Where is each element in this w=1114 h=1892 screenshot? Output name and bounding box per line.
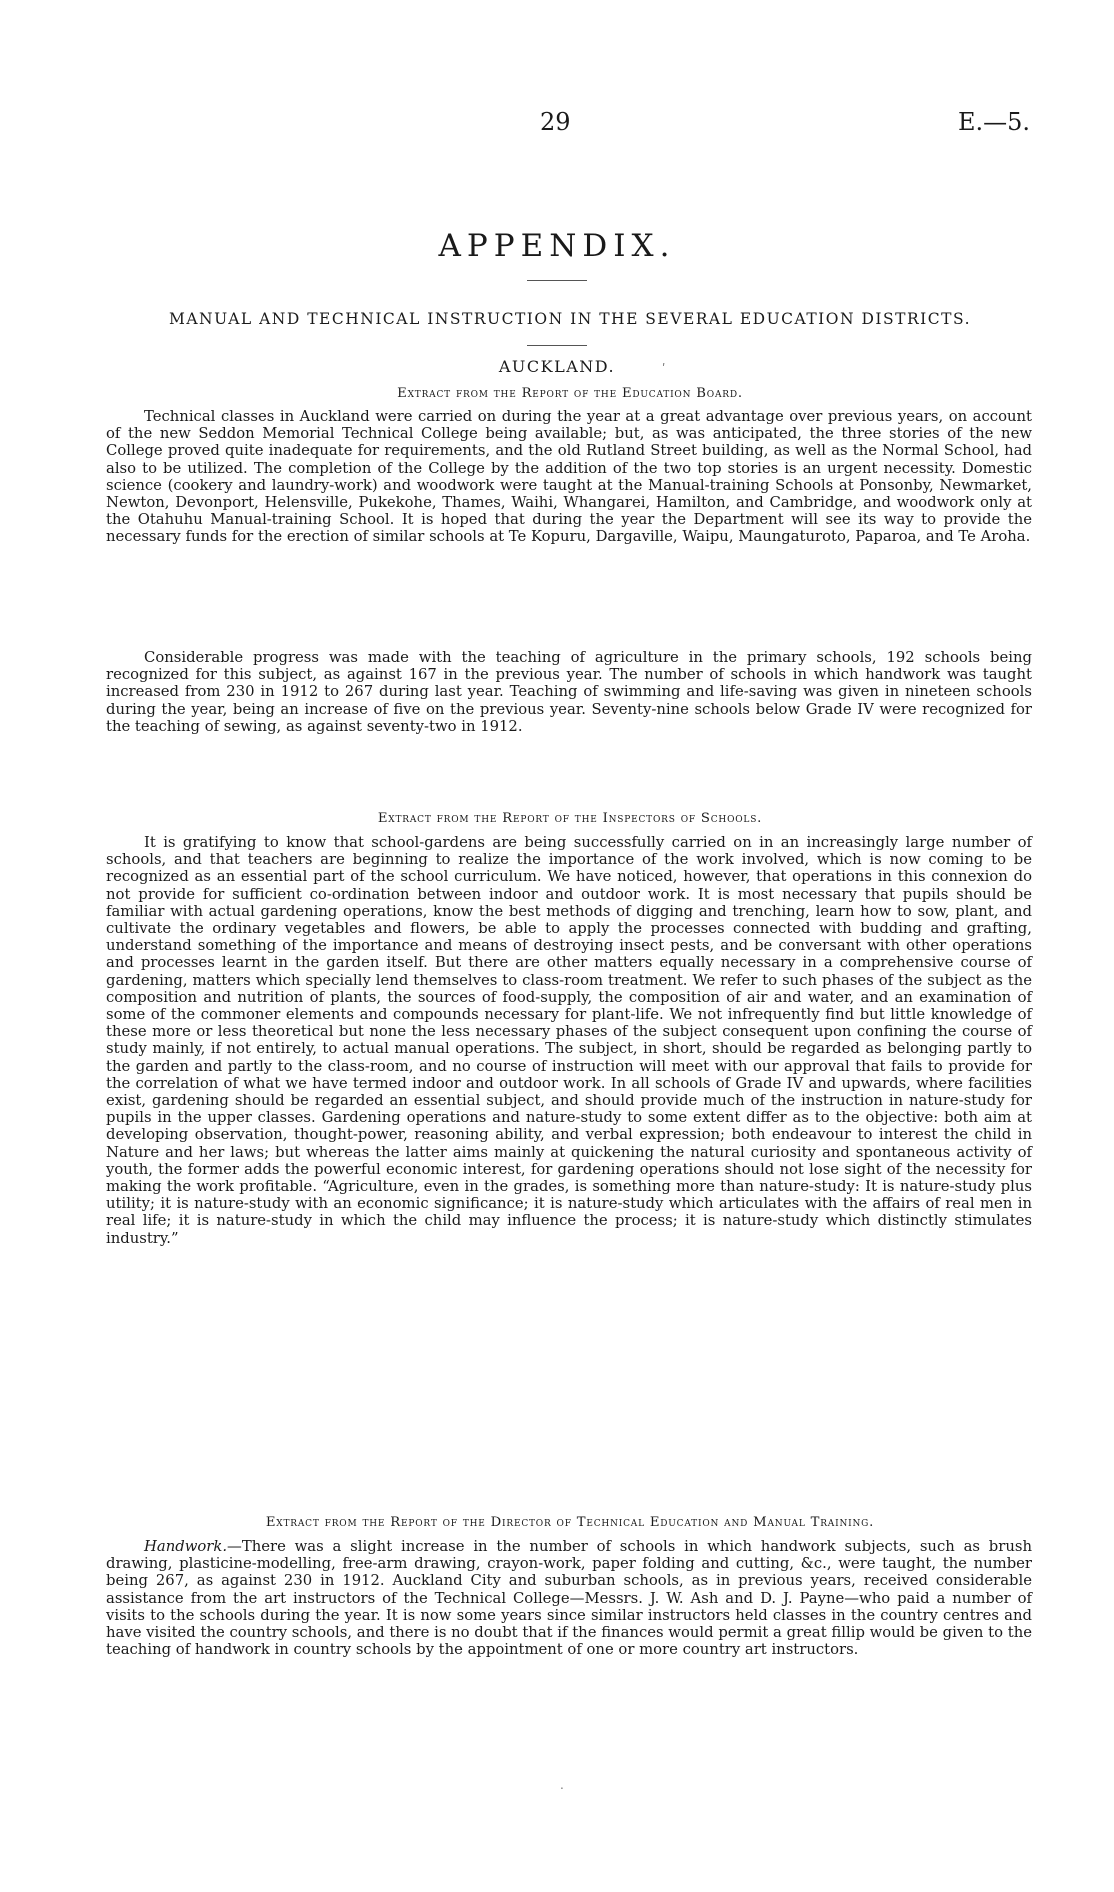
paragraph: It is gratifying to know that school-gardens are being successfully carried on in an increasingly large number of schools, and that teachers are beginning to realize the importance of the work involved, which is now coming to be recognized as an essential part of the school curriculum. We have noticed, however, that operations in this connexion do not provide for sufficient co-ordination between indoor and outdoor work. It is most necessary that pupils should be familiar with actual gardening operations, know the best methods of digging and trenching, learn how to sow, plant, and cultivate the ordinary vegetables and flowers, be able to apply the processes connected with budding and grafting, understand something of the importance and means of destroying insect pests, and be conversant with other operations and processes learnt in the garden itself. But there are other matters equally necessary in a comprehensive course of gardening, matters which specially lend themselves to class-room treatment. We refer to such phases of the subject as the composition and nutrition of plants, the sources of food-supply, the composition of air and water, and an examination of some of the commoner elements and compounds necessary for plant-life. We not infrequently find but little knowledge of these more or less theoretical but none the less necessary phases of the subject consequent upon confining the course of study mainly, if not entirely, to actual manual operations. The subject, in short, should be regarded as belonging partly to the garden and partly to the class-room, and no course of instruction will meet with our approval that fails to provide for the correlation of what we have termed indoor and outdoor work. In all schools of Grade IV and upwards, where facilities exist, gardening should be regarded an essential subject, and should provide much of the instruction in nature-study for pupils in the upper classes. Gardening operations and nature-study to some extent differ as to the objective: both aim at developing observation, thought-power, reasoning ability, and verbal expression; both endeavour to interest the child in Nature and her laws; but whereas the latter aims mainly at quickening the natural curiosity and spontaneous activity of youth, the former adds the powerful economic interest, for gardening operations should not lose sight of the necessity for making the work profitable. “Agriculture, even in the grades, is something more than nature-study: It is nature-study plus utility; it is nature-study with an economic significance; it is nature-study which articulates with the affairs of real men in real life; it is nature-study in which the child may influence the process; it is nature-study which distinctly stimulates industry.” bbox=[106, 834, 1032, 1247]
stray-mark: ʹ bbox=[662, 362, 666, 376]
paragraph: Considerable progress was made with the teaching of agriculture in the primary schools, 192 schools being recognized for this subject, as against 167 in the previous year. The number of schools in which handwork was taught increased from 230 in 1912 to 267 during last year. Teaching of swimming and life-saving was given in nineteen schools during the year, being an increase of five on the previous year. Seventy-nine schools below Grade IV were recognized for the teaching of sewing, as against seventy-two in 1912. bbox=[106, 649, 1032, 735]
page-title: APPENDIX. bbox=[438, 228, 676, 264]
stray-mark: . bbox=[560, 1778, 564, 1792]
document-code: E.—5. bbox=[958, 108, 1031, 136]
region-heading: AUCKLAND. bbox=[498, 357, 616, 376]
page-number: 29 bbox=[540, 108, 571, 136]
section-heading-inspectors: Extract from the Report of the Inspectors of Schools. bbox=[377, 811, 763, 826]
section-heading-education-board: Extract from the Report of the Education Board. bbox=[397, 386, 743, 401]
paragraph: Technical classes in Auckland were carried on during the year at a great advantage over previous years, on account of the new Seddon Memorial Technical College being available; but, as was anticipated, the three stories of the new College proved quite inadequate for requirements, and the old Rutland Street building, as well as the Normal School, had also to be utilized. The completion of the College by the addition of the two top stories is an urgent necessity. Domestic science (cookery and laundry-work) and woodwork were taught at the Manual-training Schools at Ponsonby, Newmarket, Newton, Devonport, Helensville, Pukekohe, Thames, Waihi, Whangarei, Hamilton, and Cambridge, and woodwork only at the Otahuhu Manual-training School. It is hoped that during the year the Department will see its way to provide the necessary funds for the erection of similar schools at Te Kopuru, Dargaville, Waipu, Maungaturoto, Paparoa, and Te Aroha. bbox=[106, 408, 1032, 546]
title-rule bbox=[527, 280, 587, 281]
lead-in: Handwork. bbox=[144, 1538, 228, 1555]
subtitle-rule bbox=[527, 345, 587, 346]
paragraph: Handwork.—There was a slight increase in the number of schools in which handwork subjects, such as brush drawing, plasticine-modelling, free-arm drawing, crayon-work, paper folding and cutting, &c., were taught, the number being 267, as against 230 in 1912. Auckland City and suburban schools, as in previous years, received considerable assistance from the art instructors of the Technical College—Messrs. J. W. Ash and D. J. Payne—who paid a number of visits to the schools during the year. It is now some years since similar instructors held classes in the country centres and have visited the country schools, and there is no doubt that if the finances would permit a great fillip would be given to the teaching of handwork in country schools by the appointment of one or more country art instructors. bbox=[106, 1538, 1032, 1659]
section-heading-director: Extract from the Report of the Director of Technical Education and Manual Training. bbox=[265, 1515, 875, 1530]
page-subtitle: MANUAL AND TECHNICAL INSTRUCTION IN THE SEVERAL EDUCATION DISTRICTS. bbox=[168, 310, 971, 328]
